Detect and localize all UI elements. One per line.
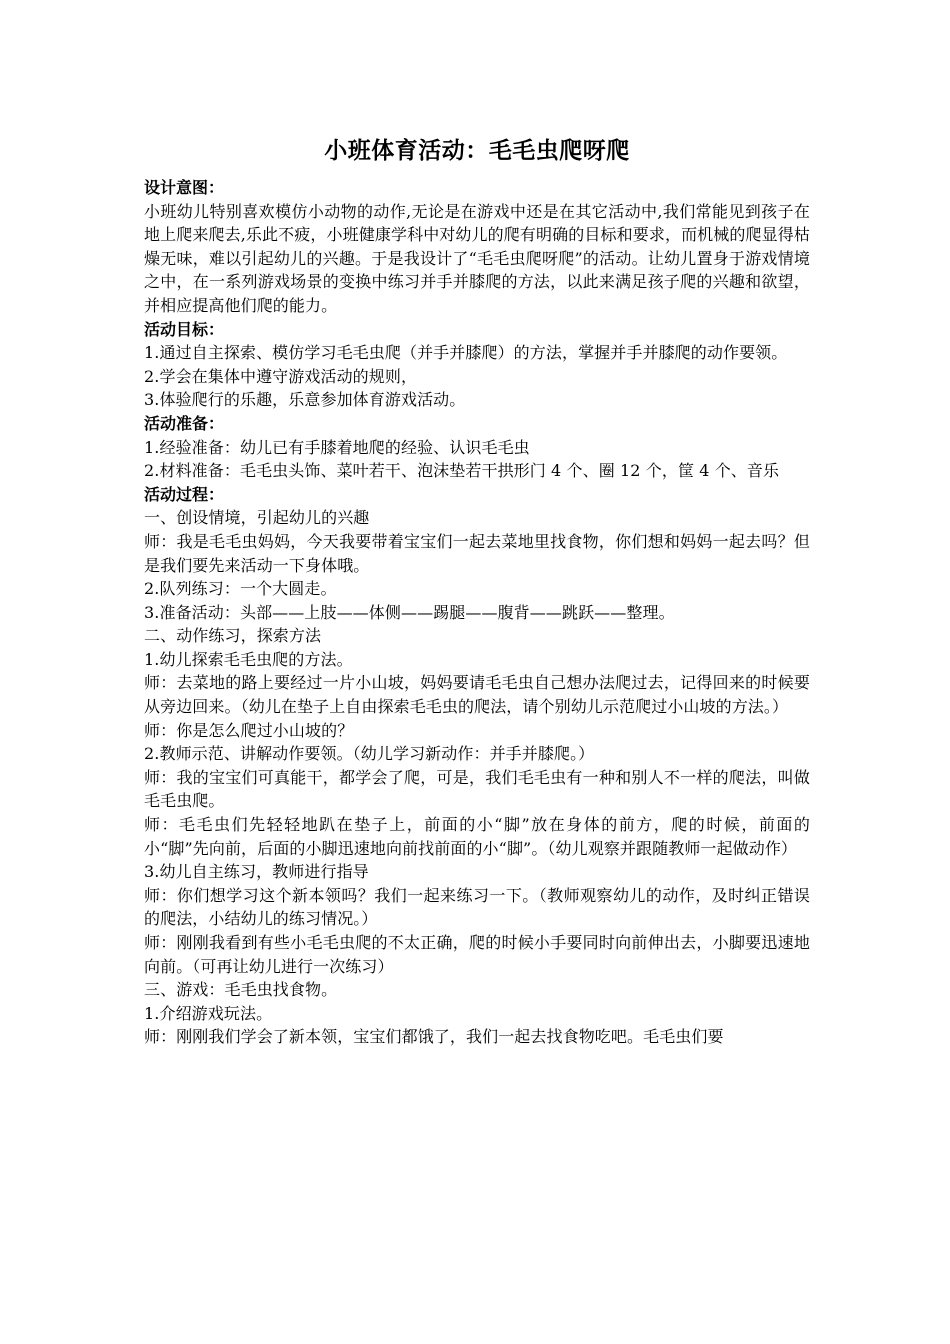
section-preparation [144,412,810,483]
paragraph: 1.幼儿探索毛毛虫爬的方法。 [144,649,353,669]
paragraph: 师：我的宝宝们可真能干，都学会了爬，可是，我们毛毛虫有一种和别人不一样的爬法，叫做毛毛虫爬。 [144,767,810,811]
section-heading: 活动准备： [144,413,225,433]
paragraph: 2.学会在集体中遵守游戏活动的规则， [144,366,418,386]
paragraph: 1.通过自主探索、模仿学习毛毛虫爬（并手并膝爬）的方法，掌握并手并膝爬的动作要领。 [144,343,788,363]
document-title: 小班体育活动：毛毛虫爬呀爬 [324,138,630,164]
paragraph: 师：刚刚我们学会了新本领，宝宝们都饿了，我们一起去找食物吃吧。毛毛虫们要 [144,1027,724,1047]
paragraph: 2.材料准备：毛毛虫头饰、菜叶若干、泡沫垫若干拱形门 4 个、圈 12 个，筐 4 个、音乐 [144,461,780,481]
paragraph: 3.幼儿自主练习，教师进行指导 [144,862,369,882]
paragraph: 师：刚刚我看到有些小毛毛虫爬的不太正确，爬的时候小手要同时向前伸出去，小脚要迅速地向前。（可再让幼儿进行一次练习） [144,933,810,976]
paragraph: 三、游戏：毛毛虫找食物。 [144,980,338,1000]
section-heading: 活动过程： [144,484,225,504]
document-body [144,134,810,1049]
paragraph: 2.教师示范、讲解动作要领。（幼儿学习新动作：并手并膝爬。） [144,744,595,764]
paragraph: 师：你们想学习这个新本领吗？我们一起来练习一下。（教师观察幼儿的动作，及时纠正错误的爬法，小结幼儿的练习情况。） [144,885,810,929]
section-goals [144,318,810,412]
paragraph: 1.介绍游戏玩法。 [144,1003,273,1023]
paragraph: 师：我是毛毛虫妈妈，今天我要带着宝宝们一起去菜地里找食物，你们想和妈妈一起去吗？但是我们要先来活动一下身体哦。 [144,531,810,575]
paragraph: 3.准备活动：头部——上肢——体侧——踢腿——腹背——跳跃——整理。 [144,602,675,622]
section-design-intent [144,176,810,318]
paragraph: 师：毛毛虫们先轻轻地趴在垫子上，前面的小“脚”放在身体的前方，爬的时候，前面的小“脚”先向前，后面的小脚迅速地向前找前面的小“脚”。（幼儿观察并跟随教师一起做动作） [144,815,810,858]
paragraph: 师：你是怎么爬过小山坡的？ [144,720,354,740]
paragraph: 一、创设情境，引起幼儿的兴趣 [144,508,370,528]
section-process [144,483,810,1049]
paragraph: 2.队列练习：一个大圆走。 [144,579,337,599]
paragraph: 二、动作练习，探索方法 [144,626,322,646]
paragraph: 小班幼儿特别喜欢模仿小动物的动作,无论是在游戏中还是在其它活动中,我们常能见到孩子在地上爬来爬去,乐此不疲，小班健康学科中对幼儿的爬有明确的目标和要求，而机械的爬显得枯燥无味，难以引起幼儿的兴趣。于是我设计了“毛毛虫爬呀爬”的活动。让幼儿置身于游戏情境之中，在一系列游戏场景的变换中练习并手并膝爬的方法，以此来满足孩子爬的兴趣和欲望，并相应提高他们爬的能力。 [144,201,810,315]
paragraph: 1.经验准备：幼儿已有手膝着地爬的经验、认识毛毛虫 [144,437,530,457]
paragraph: 3.体验爬行的乐趣，乐意参加体育游戏活动。 [144,390,466,410]
section-heading: 活动目标： [144,319,225,339]
section-heading: 设计意图： [144,178,225,197]
paragraph: 师：去菜地的路上要经过一片小山坡，妈妈要请毛毛虫自己想办法爬过去，记得回来的时候要从旁边回来。（幼儿在垫子上自由探索毛毛虫的爬法，请个别幼儿示范爬过小山坡的方法。） [144,673,810,717]
